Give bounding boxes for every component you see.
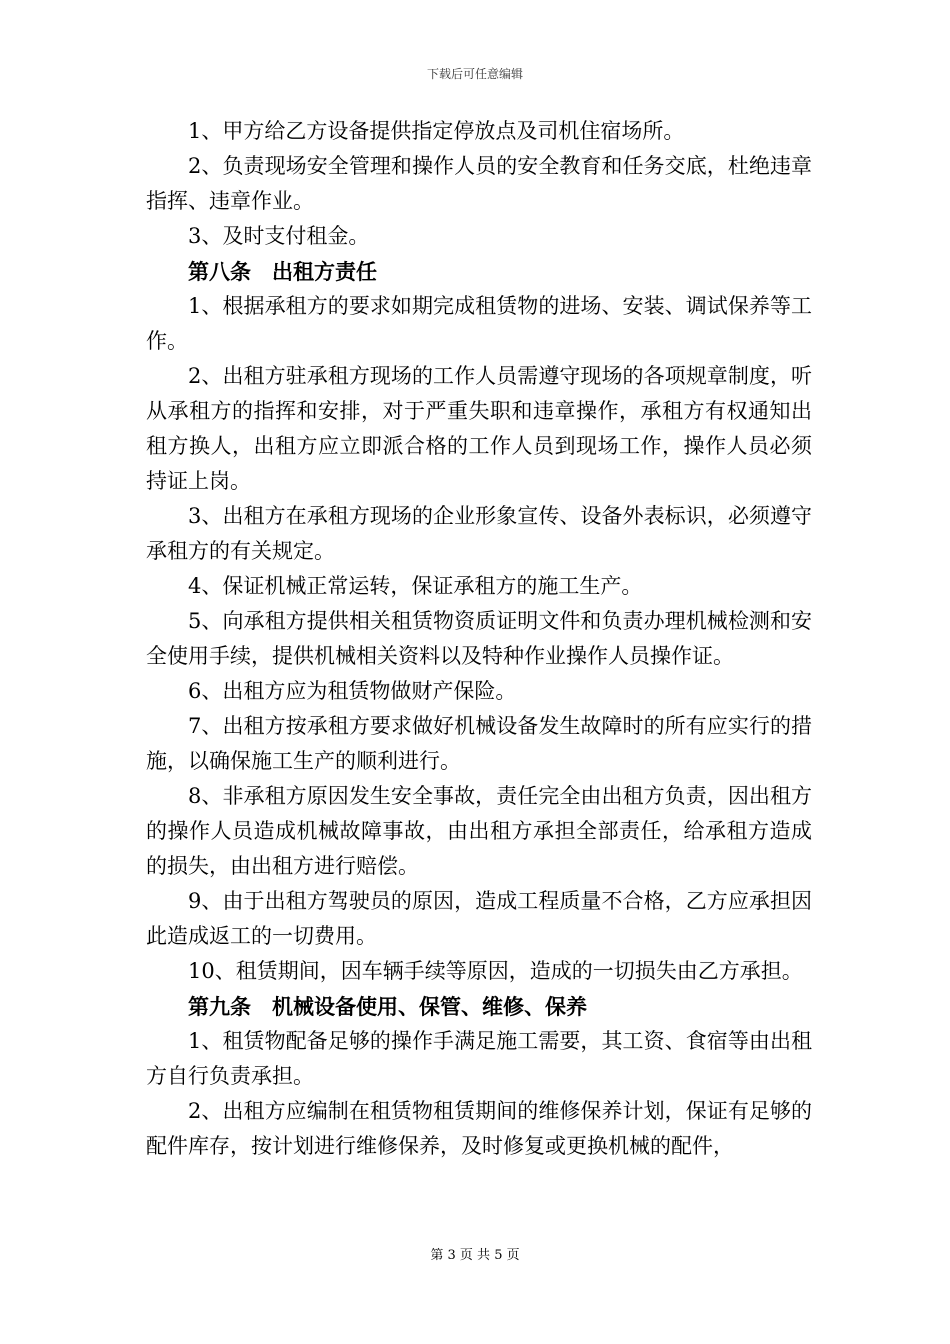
page-number: 第 3 页 共 5 页 bbox=[430, 1248, 520, 1263]
paragraph: 5、向承租方提供相关租赁物资质证明文件和负责办理机械检测和安全使用手续，提供机械相关资料以及特种作业操作人员操作证。 bbox=[146, 609, 812, 668]
paragraph: 2、负责现场安全管理和操作人员的安全教育和任务交底，杜绝违章指挥、违章作业。 bbox=[146, 154, 812, 213]
paragraph: 1、租赁物配备足够的操作手满足施工需要，其工资、食宿等由出租方自行负责承担。 bbox=[146, 1029, 812, 1088]
section-heading: 第九条 机械设备使用、保管、维修、保养 bbox=[188, 994, 587, 1019]
section-heading: 第八条 出租方责任 bbox=[188, 259, 377, 284]
paragraph: 9、由于出租方驾驶员的原因，造成工程质量不合格，乙方应承担因此造成返工的一切费用。 bbox=[146, 889, 812, 948]
page-header: 下载后可任意编辑 bbox=[426, 67, 523, 81]
paragraph: 10、租赁期间，因车辆手续等原因，造成的一切损失由乙方承担。 bbox=[188, 959, 803, 983]
paragraph: 1、甲方给乙方设备提供指定停放点及司机住宿场所。 bbox=[188, 119, 685, 143]
paragraph: 7、出租方按承租方要求做好机械设备发生故障时的所有应实行的措施，以确保施工生产的顺利进行。 bbox=[146, 714, 812, 773]
paragraph: 3、及时支付租金。 bbox=[188, 224, 370, 248]
paragraph: 1、根据承租方的要求如期完成租赁物的进场、安装、调试保养等工作。 bbox=[146, 294, 812, 353]
document-body bbox=[146, 114, 812, 1164]
paragraph: 4、保证机械正常运转，保证承租方的施工生产。 bbox=[188, 574, 643, 598]
paragraph: 8、非承租方原因发生安全事故，责任完全由出租方负责，因出租方的操作人员造成机械故障事故，由出租方承担全部责任，给承租方造成的损失，由出租方进行赔偿。 bbox=[146, 784, 812, 878]
paragraph: 3、出租方在承租方现场的企业形象宣传、设备外表标识，必须遵守承租方的有关规定。 bbox=[146, 504, 812, 563]
paragraph: 6、出租方应为租赁物做财产保险。 bbox=[188, 679, 517, 703]
paragraph: 2、出租方应编制在租赁物租赁期间的维修保养计划，保证有足够的配件库存，按计划进行维修保养，及时修复或更换机械的配件， bbox=[146, 1099, 812, 1158]
paragraph: 2、出租方驻承租方现场的工作人员需遵守现场的各项规章制度，听从承租方的指挥和安排，对于严重失职和违章操作，承租方有权通知出租方换人，出租方应立即派合格的工作人员到现场工作，操作人员必须持证上岗。 bbox=[146, 364, 812, 493]
